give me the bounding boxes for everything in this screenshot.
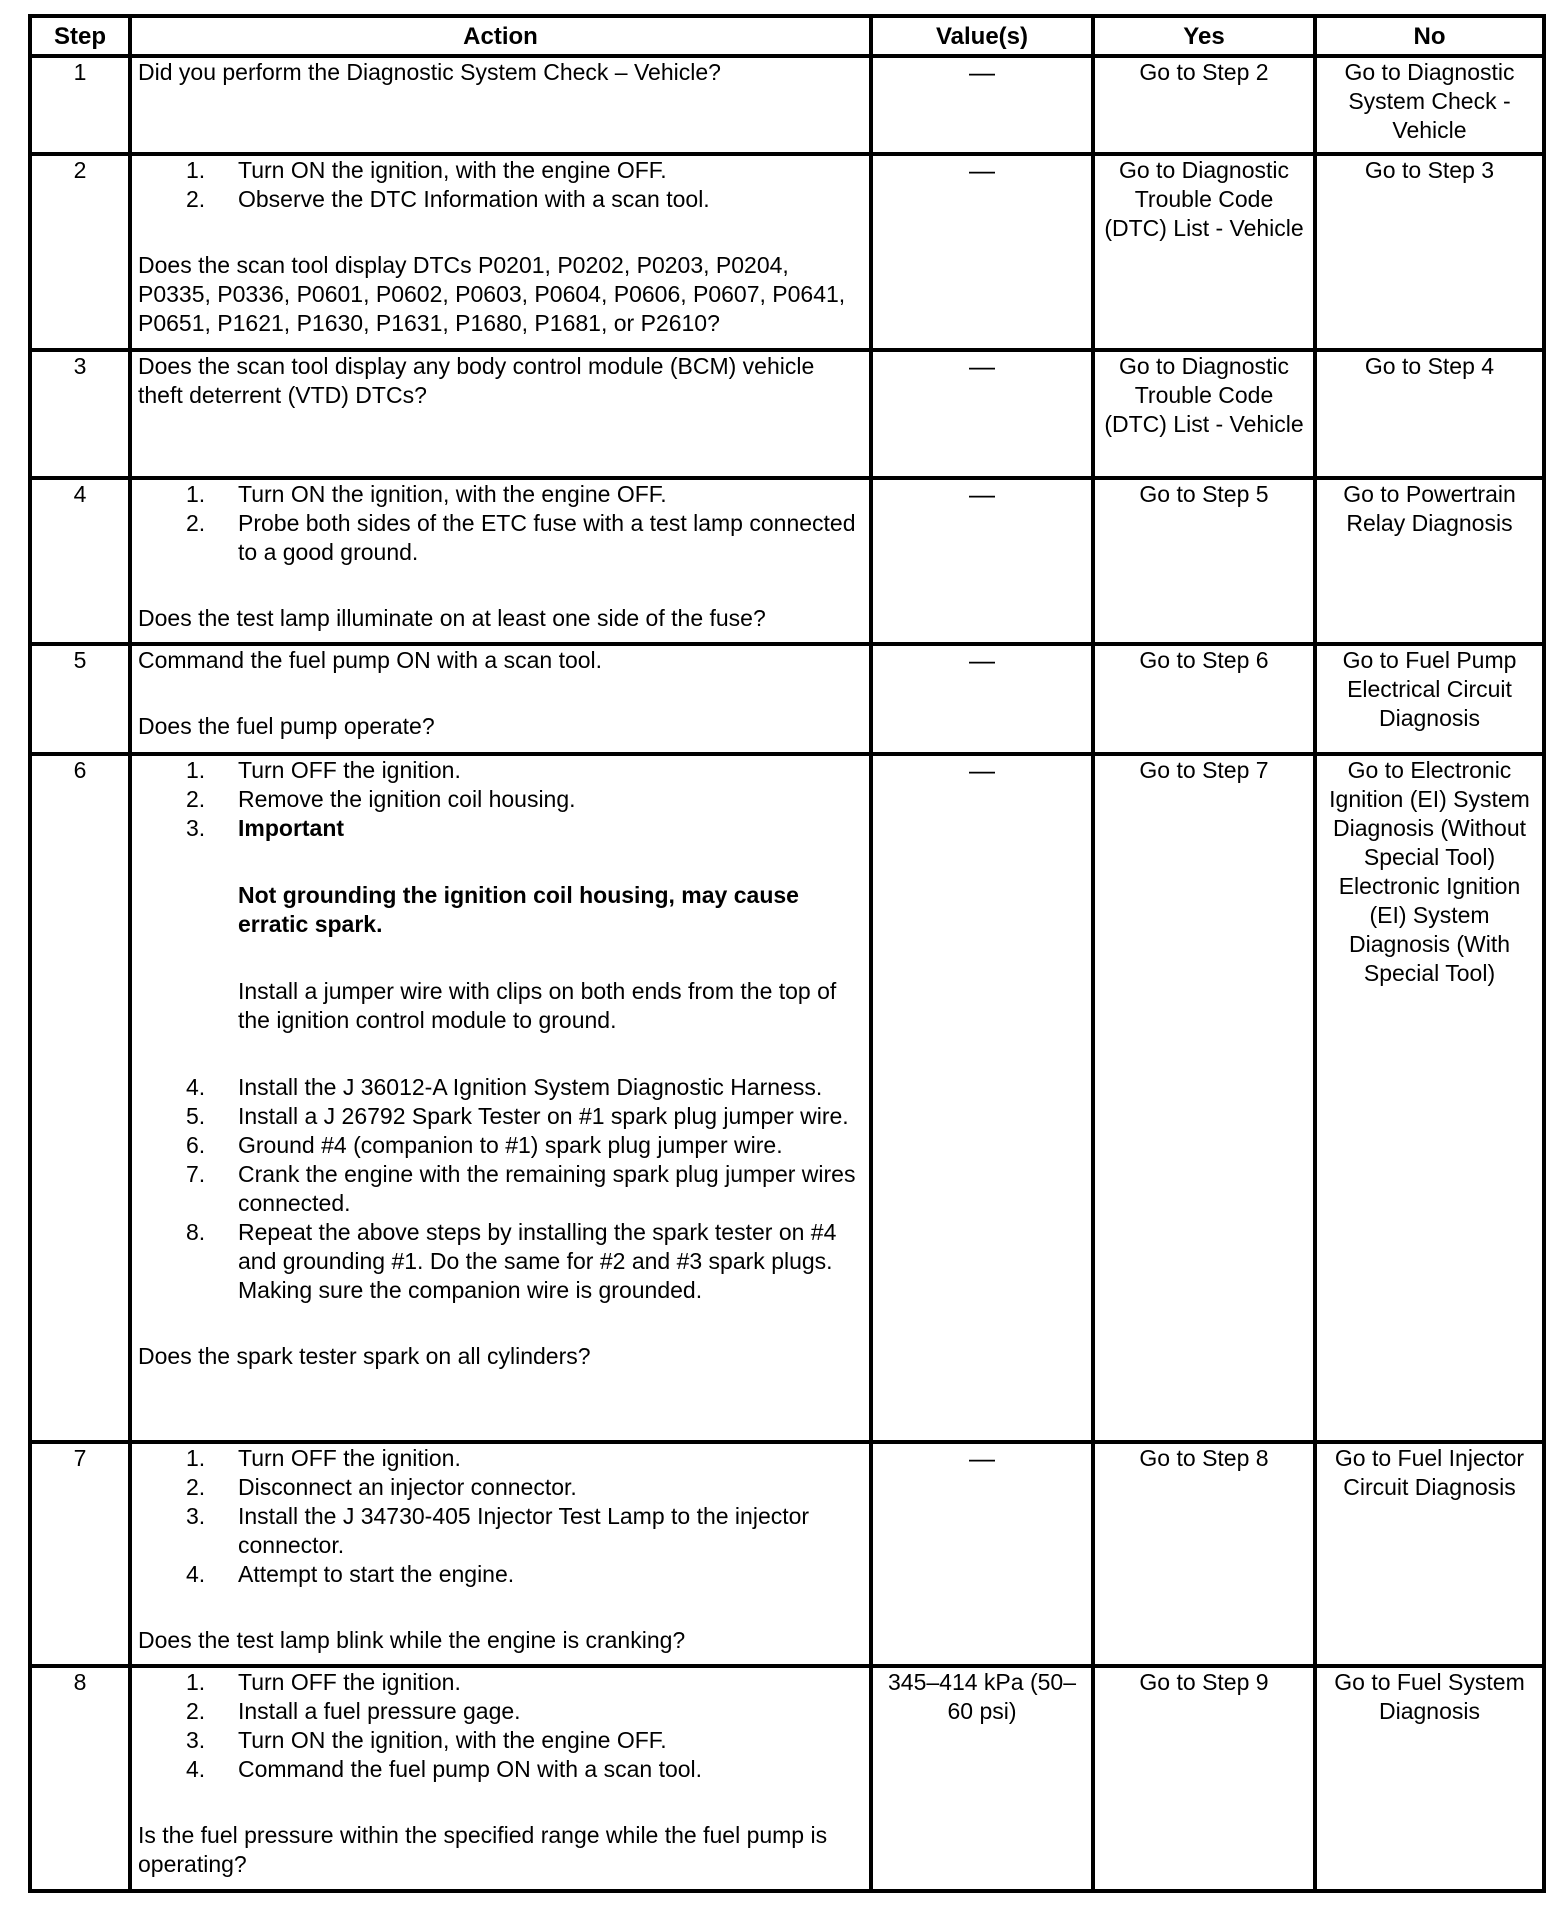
action-question: Is the fuel pressure within the specified range while the fuel pump is operating?: [138, 1822, 828, 1877]
important-text: Install a jumper wire with clips on both ends from the top of the ignition control module to ground.: [238, 978, 837, 1033]
yes-cell: Go to Step 7: [1093, 754, 1315, 1442]
yes-cell: Go to Step 8: [1093, 1442, 1315, 1666]
action-question: Does the test lamp illuminate on at least one side of the fuse?: [138, 605, 766, 631]
step-list: [138, 1668, 863, 1784]
list-item: 4. Install the J 36012-A Ignition System Diagnostic Harness.: [186, 1074, 823, 1100]
table-row: [30, 478, 1544, 644]
value-cell: —: [871, 478, 1093, 644]
list-item: 1. Turn OFF the ignition.: [186, 1669, 461, 1695]
table-row: [30, 154, 1544, 350]
header-action: Action: [130, 16, 871, 56]
value-cell: —: [871, 350, 1093, 478]
action-text: Does the scan tool display any body control module (BCM) vehicle theft deterrent (VTD) DTCs?: [138, 353, 815, 408]
list-item: 2. Install a fuel pressure gage.: [186, 1698, 521, 1724]
step-number: 2: [30, 154, 130, 350]
list-item: 1. Turn ON the ignition, with the engine OFF.: [186, 481, 667, 507]
action-cell: [130, 644, 871, 754]
no-cell: Go to Step 4: [1315, 350, 1544, 478]
step-number: 5: [30, 644, 130, 754]
step-list: [138, 756, 863, 1305]
value-cell: 345–414 kPa (50–60 psi): [871, 1666, 1093, 1891]
list-item: 3. Install the J 34730-405 Injector Test Lamp to the injector connector.: [186, 1503, 810, 1558]
list-item: 2. Disconnect an injector connector.: [186, 1474, 577, 1500]
no-cell: Go to Fuel Injector Circuit Diagnosis: [1315, 1442, 1544, 1666]
list-item: 3. Turn ON the ignition, with the engine OFF.: [186, 1727, 667, 1753]
list-item: 3. Important Not grounding the ignition coil housing, may cause erratic spark. Install a jumper wire with clips on both ends from the top of the ignition control module to ground.: [138, 814, 863, 1035]
table-row: [30, 1442, 1544, 1666]
no-cell: Go to Fuel System Diagnosis: [1315, 1666, 1544, 1891]
action-cell: [130, 56, 871, 154]
list-item: 1. Turn ON the ignition, with the engine OFF.: [186, 157, 667, 183]
list-item: 7. Crank the engine with the remaining spark plug jumper wires connected.: [186, 1161, 856, 1216]
list-item: 8. Repeat the above steps by installing the spark tester on #4 and grounding #1. Do the same for #2 and #3 spark plugs. Making sure the companion wire is grounded.: [186, 1219, 837, 1303]
value-cell: —: [871, 1442, 1093, 1666]
action-cell: [130, 478, 871, 644]
no-cell: Go to Fuel Pump Electrical Circuit Diagnosis: [1315, 644, 1544, 754]
step-number: 3: [30, 350, 130, 478]
action-cell: [130, 154, 871, 350]
value-cell: —: [871, 644, 1093, 754]
list-item: 6. Ground #4 (companion to #1) spark plug jumper wire.: [186, 1132, 783, 1158]
action-cell: [130, 1666, 871, 1891]
step-list: [138, 156, 863, 214]
action-question: Does the spark tester spark on all cylinders?: [138, 1343, 591, 1369]
action-cell: [130, 1442, 871, 1666]
action-text: Command the fuel pump ON with a scan tool.: [138, 647, 603, 673]
list-item: 1. Turn OFF the ignition.: [186, 757, 461, 783]
table-row: [30, 754, 1544, 1442]
no-cell: Go to Electronic Ignition (EI) System Diagnosis (Without Special Tool) Electronic Ignition (EI) System Diagnosis (With Special Tool): [1315, 754, 1544, 1442]
yes-cell: Go to Diagnostic Trouble Code (DTC) List - Vehicle: [1093, 350, 1315, 478]
list-item: 5. Install a J 26792 Spark Tester on #1 spark plug jumper wire.: [186, 1103, 849, 1129]
step-number: 1: [30, 56, 130, 154]
yes-cell: Go to Step 2: [1093, 56, 1315, 154]
step-list: [138, 1444, 863, 1589]
yes-cell: Go to Step 5: [1093, 478, 1315, 644]
list-item: 4. Command the fuel pump ON with a scan tool.: [186, 1756, 703, 1782]
list-item: 2. Probe both sides of the ETC fuse with a test lamp connected to a good ground.: [186, 510, 856, 565]
list-item: 2. Remove the ignition coil housing.: [186, 786, 576, 812]
table-row: [30, 350, 1544, 478]
no-cell: Go to Step 3: [1315, 154, 1544, 350]
important-label: Important: [238, 815, 345, 841]
action-question: Does the scan tool display DTCs P0201, P0202, P0203, P0204, P0335, P0336, P0601, P0602, P0603, P0604, P0606, P0607, P0641, P0651, P1621, P1630, P1631, P1680, P1681, or P2610?: [138, 252, 846, 336]
action-text: Did you perform the Diagnostic System Check – Vehicle?: [138, 59, 721, 85]
table-row: [30, 644, 1544, 754]
important-note: Not grounding the ignition coil housing, may cause erratic spark.: [238, 882, 799, 937]
yes-cell: Go to Diagnostic Trouble Code (DTC) List - Vehicle: [1093, 154, 1315, 350]
action-question: Does the test lamp blink while the engine is cranking?: [138, 1627, 686, 1653]
value-cell: —: [871, 56, 1093, 154]
list-item: 4. Attempt to start the engine.: [186, 1561, 515, 1587]
header-yes: Yes: [1093, 16, 1315, 56]
list-item: 1. Turn OFF the ignition.: [186, 1445, 461, 1471]
action-cell: [130, 350, 871, 478]
value-cell: —: [871, 754, 1093, 1442]
yes-cell: Go to Step 6: [1093, 644, 1315, 754]
step-number: 8: [30, 1666, 130, 1891]
action-cell: [130, 754, 871, 1442]
header-step: Step: [30, 16, 130, 56]
step-number: 7: [30, 1442, 130, 1666]
step-list: [138, 480, 863, 567]
action-question: Does the fuel pump operate?: [138, 713, 435, 739]
step-number: 4: [30, 478, 130, 644]
header-value: Value(s): [871, 16, 1093, 56]
header-no: No: [1315, 16, 1544, 56]
no-cell: Go to Diagnostic System Check - Vehicle: [1315, 56, 1544, 154]
table-row: [30, 56, 1544, 154]
yes-cell: Go to Step 9: [1093, 1666, 1315, 1891]
no-cell: Go to Powertrain Relay Diagnosis: [1315, 478, 1544, 644]
diagnostic-table: [28, 14, 1546, 1893]
step-number: 6: [30, 754, 130, 1442]
header-row: [30, 16, 1544, 56]
list-item: 2. Observe the DTC Information with a scan tool.: [186, 186, 710, 212]
value-cell: —: [871, 154, 1093, 350]
table-row: [30, 1666, 1544, 1891]
